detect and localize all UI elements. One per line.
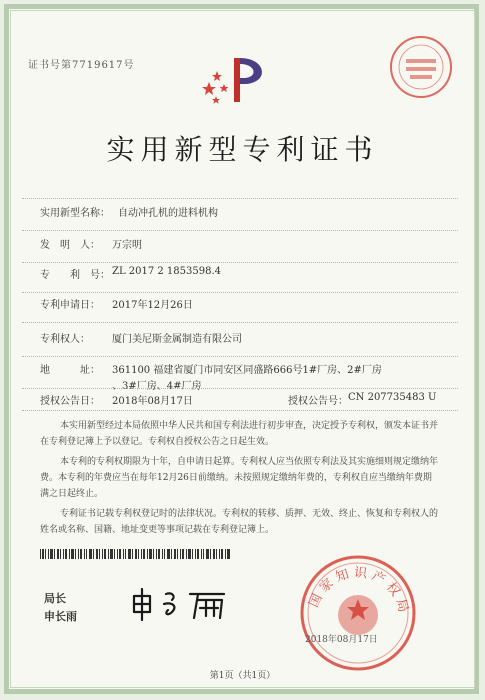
state-ip-office-seal <box>298 553 418 673</box>
patentee-label: 专利权人： <box>40 334 90 345</box>
address-label: 地 址： <box>40 365 100 376</box>
divider <box>22 230 458 231</box>
divider <box>22 262 458 263</box>
paragraph-term-and-fees: 本专利的专利权期限为十年，自申请日起算。专利权人应当依照专利法及其实施细则规定缴纳年费。本专利的年费应当在每年12月26日前缴纳。未按照规定缴纳年费的，专利权自应当缴纳年费期满之日起终止。 <box>40 457 439 499</box>
grant-publication-number: CN 207735483 U <box>348 392 437 403</box>
paragraph-legal-status: 专利证书记载专利权登记时的法律状况。专利权的转移、质押、无效、终止、恢复和专利权人的姓名或名称、国籍、地址变更等事项记载在专利登记簿上。 <box>40 509 439 535</box>
seal-arc-text: 国家知识产权局 <box>306 565 412 618</box>
certificate-title: 实用新型专利证书 <box>106 133 379 166</box>
patentee-name: 厦门美尼斯金属制造有限公司 <box>112 334 242 345</box>
divider <box>22 322 458 323</box>
grant-publication-number-label: 授权公告号： <box>288 396 348 407</box>
inventor-label: 发 明 人： <box>40 240 100 251</box>
divider <box>22 356 458 357</box>
seal-date: 2018年08月17日 <box>305 635 378 645</box>
grant-date: 2018年08月17日 <box>112 396 193 407</box>
signatory-title: 局长 <box>44 592 66 605</box>
filing-date: 2017年12月26日 <box>112 300 193 311</box>
divider <box>22 198 458 199</box>
handwritten-signature <box>128 586 248 622</box>
divider <box>22 410 458 411</box>
utility-model-name: 自动冲孔机的进料机构 <box>118 208 218 219</box>
paragraph-grant-decision: 本实用新型经过本局依照中华人民共和国专利法进行初步审查，决定授予专利权，颁发本证书并在专利登记簿上予以登记。专利权自授权公告之日起生效。 <box>40 421 439 447</box>
address-line-1: 361100 福建省厦门市同安区同盛路666号1#厂房、2#厂房 <box>112 365 382 376</box>
cnipa-logo <box>200 52 278 108</box>
grant-date-label: 授权公告日： <box>40 396 100 407</box>
signatory-name: 申长雨 <box>44 610 77 623</box>
certificate-number: 证书号第7719617号 <box>28 60 135 71</box>
inventor-name: 万宗明 <box>112 240 142 251</box>
utility-model-name-label: 实用新型名称： <box>40 208 110 219</box>
divider <box>22 292 458 293</box>
patent-number: ZL 2017 2 1853598.4 <box>112 266 222 277</box>
patent-office-seal-small <box>388 34 454 100</box>
page-number: 第1页（共1页） <box>209 671 276 681</box>
divider <box>22 388 458 389</box>
barcode <box>40 549 230 559</box>
address-line-2: 、3#厂房、4#厂房 <box>112 381 202 392</box>
filing-date-label: 专利申请日： <box>40 300 100 311</box>
patent-number-label: 专 利 号： <box>40 270 110 281</box>
